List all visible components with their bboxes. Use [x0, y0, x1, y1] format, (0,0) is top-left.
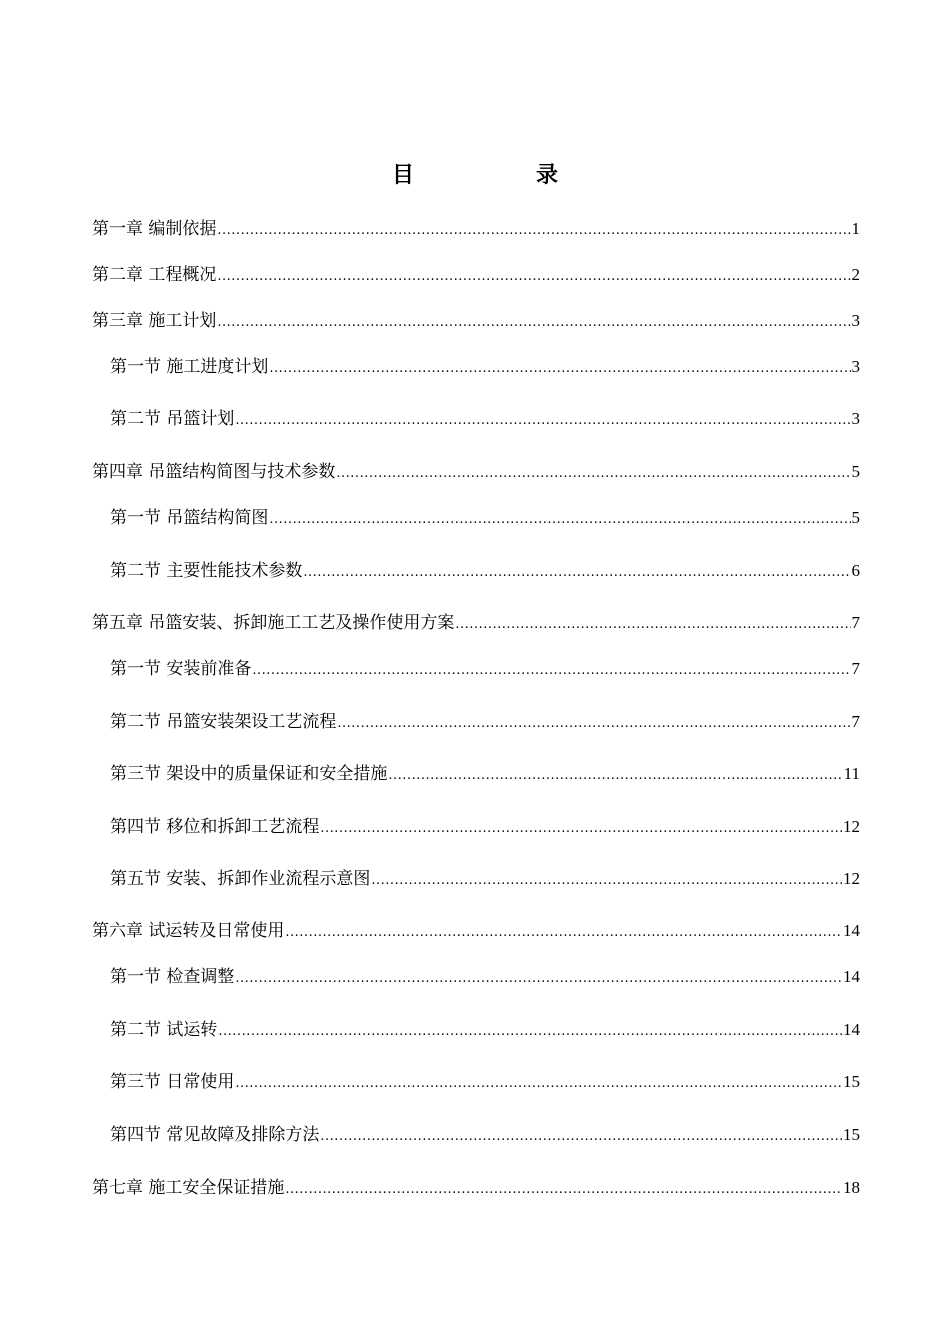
- toc-entry[interactable]: [92, 612, 860, 634]
- toc-entry[interactable]: [92, 408, 860, 430]
- toc-entry-title: 第二节 试运转: [110, 1020, 218, 1040]
- toc-entry-title: 第三节 架设中的质量保证和安全措施: [110, 764, 388, 784]
- toc-entry[interactable]: [92, 356, 860, 378]
- toc-leader-dots: [455, 612, 850, 634]
- toc-entry-page: 12: [843, 869, 860, 888]
- toc-leader-dots: [269, 507, 850, 529]
- page-title: 目 录: [391, 162, 608, 188]
- toc-entry[interactable]: [92, 1019, 860, 1041]
- toc-entry-page: 3: [851, 311, 860, 330]
- toc-entry-title: 第一章 编制依据: [92, 219, 217, 239]
- toc-entry-page: 12: [843, 817, 860, 836]
- toc-entry[interactable]: [92, 816, 860, 838]
- toc-entry[interactable]: [92, 920, 860, 942]
- toc-entry-title: 第四节 常见故障及排除方法: [110, 1125, 320, 1145]
- toc-entry-page: 14: [843, 967, 860, 986]
- toc-entry[interactable]: [92, 507, 860, 529]
- toc-leader-dots: [371, 868, 842, 890]
- toc-entry[interactable]: [92, 658, 860, 680]
- toc-entry-page: 18: [843, 1178, 860, 1197]
- toc-leader-dots: [320, 1124, 842, 1146]
- toc-entry-page: 2: [851, 265, 860, 284]
- toc-entry-title: 第一节 施工进度计划: [110, 357, 269, 377]
- toc-entry-page: 7: [851, 613, 860, 632]
- toc-entry-title: 第一节 检查调整: [110, 967, 235, 987]
- toc-entry-title: 第五章 吊篮安装、拆卸施工工艺及操作使用方案: [92, 613, 455, 633]
- toc-entry[interactable]: [92, 868, 860, 890]
- toc-entry-page: 3: [851, 357, 860, 376]
- toc-entry-title: 第四章 吊篮结构简图与技术参数: [92, 462, 336, 482]
- toc-leader-dots: [235, 408, 850, 430]
- toc-entry[interactable]: [92, 461, 860, 483]
- toc-entry-title: 第一节 安装前准备: [110, 659, 252, 679]
- toc-leader-dots: [217, 310, 850, 332]
- toc-leader-dots: [235, 966, 842, 988]
- toc-leader-dots: [269, 356, 850, 378]
- toc-entry-page: 15: [843, 1125, 860, 1144]
- toc-entry[interactable]: [92, 711, 860, 733]
- toc-entry[interactable]: [92, 1124, 860, 1146]
- toc-leader-dots: [388, 763, 842, 785]
- toc-entry[interactable]: [92, 763, 860, 785]
- toc-entry[interactable]: [92, 218, 860, 240]
- toc-leader-dots: [320, 816, 842, 838]
- toc-entry-page: 5: [851, 508, 860, 527]
- toc-entry-page: 3: [851, 409, 860, 428]
- toc-leader-dots: [337, 711, 850, 733]
- toc-leader-dots: [217, 264, 850, 286]
- toc-entry-page: 7: [851, 659, 860, 678]
- toc-entry[interactable]: [92, 966, 860, 988]
- toc-entry-title: 第六章 试运转及日常使用: [92, 921, 285, 941]
- toc-entry[interactable]: [92, 310, 860, 332]
- toc-leader-dots: [235, 1071, 842, 1093]
- toc-entry-page: 14: [843, 921, 860, 940]
- toc-entry[interactable]: [92, 1071, 860, 1093]
- toc-entry-page: 6: [851, 561, 860, 580]
- toc-entry[interactable]: [92, 264, 860, 286]
- toc-entry-page: 7: [851, 712, 860, 731]
- toc-entry-title: 第二节 吊篮安装架设工艺流程: [110, 712, 337, 732]
- toc-entry-title: 第七章 施工安全保证措施: [92, 1178, 285, 1198]
- toc-leader-dots: [285, 1177, 842, 1199]
- toc-leader-dots: [303, 560, 850, 582]
- toc-entry-page: 11: [843, 764, 860, 783]
- toc-leader-dots: [285, 920, 842, 942]
- toc-entry-title: 第三章 施工计划: [92, 311, 217, 331]
- toc-entry-title: 第二节 吊篮计划: [110, 409, 235, 429]
- toc-entry-page: 15: [843, 1072, 860, 1091]
- toc-entry-page: 1: [851, 219, 860, 238]
- toc-entry-title: 第一节 吊篮结构简图: [110, 508, 269, 528]
- toc-entry-title: 第四节 移位和拆卸工艺流程: [110, 817, 320, 837]
- toc-entry[interactable]: [92, 560, 860, 582]
- toc-entry-title: 第二章 工程概况: [92, 265, 217, 285]
- toc-entry-page: 5: [851, 462, 860, 481]
- toc-entry-page: 14: [843, 1020, 860, 1039]
- toc-entry-title: 第五节 安装、拆卸作业流程示意图: [110, 869, 371, 889]
- toc-leader-dots: [336, 461, 850, 483]
- toc-leader-dots: [218, 1019, 842, 1041]
- toc-leader-dots: [252, 658, 850, 680]
- toc-entry[interactable]: [92, 1177, 860, 1199]
- toc-entry-title: 第二节 主要性能技术参数: [110, 561, 303, 581]
- toc-leader-dots: [217, 218, 850, 240]
- toc-entry-title: 第三节 日常使用: [110, 1072, 235, 1092]
